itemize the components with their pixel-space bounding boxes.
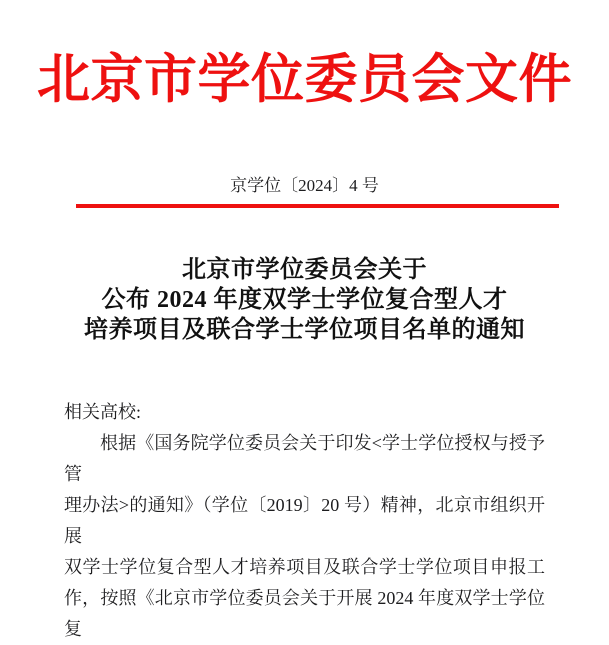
document-body	[64, 397, 545, 645]
red-divider-line	[76, 204, 559, 208]
salutation: 相关高校:	[64, 402, 142, 422]
document-title-line-2: 公布 2024 年度双学士学位复合型人才	[101, 287, 508, 313]
paragraph-line-4: 作，按照《北京市学位委员会关于开展 2024 年度双学士学位复	[64, 588, 545, 639]
document-header-title: 北京市学位委员会文件	[37, 51, 572, 109]
document-number: 京学位〔2024〕4 号	[230, 176, 379, 195]
document-title-line-1: 北京市学位委员会关于	[182, 257, 427, 283]
document-title	[0, 255, 609, 345]
paragraph-line-3: 双学士学位复合型人才培养项目及联合学士学位项目申报工	[64, 557, 545, 577]
paragraph-line-2: 理办法>的通知》（学位〔2019〕20 号）精神，北京市组织开展	[64, 495, 545, 546]
document-title-line-3: 培养项目及联合学士学位项目名单的通知	[84, 317, 525, 343]
paragraph-line-1: 根据《国务院学位委员会关于印发<学士学位授权与授予管	[64, 433, 545, 484]
